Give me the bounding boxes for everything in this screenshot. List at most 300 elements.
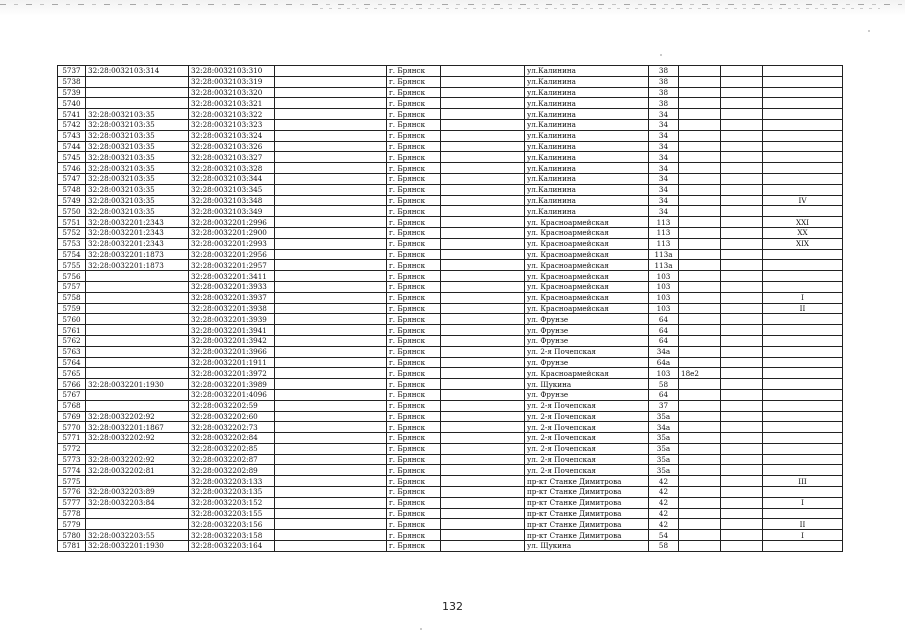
cell-house-number: 42 — [649, 487, 679, 498]
cell-cadastral-number: 32:28:0032201:3933 — [189, 281, 275, 292]
cell-section-roman: I — [763, 530, 843, 541]
cell-empty-col-2 — [441, 389, 525, 400]
cell-empty-col — [275, 141, 387, 152]
cell-cadastral-number: 32:28:0032103:324 — [189, 130, 275, 141]
cell-building-number — [679, 206, 721, 217]
cell-empty-col-3 — [721, 389, 763, 400]
cell-empty-col — [275, 303, 387, 314]
cell-empty-col-2 — [441, 195, 525, 206]
cell-empty-col-2 — [441, 443, 525, 454]
cell-street: ул. Фрунзе — [525, 314, 649, 325]
table-row — [58, 357, 843, 368]
cell-cadastral-number: 32:28:0032201:1911 — [189, 357, 275, 368]
cell-city: г. Брянск — [387, 195, 441, 206]
cell-row-number: 5776 — [58, 487, 86, 498]
cell-empty-col-3 — [721, 368, 763, 379]
cell-street: ул.Калинина — [525, 152, 649, 163]
cell-street: ул. Фрунзе — [525, 325, 649, 336]
register-rows — [58, 66, 843, 552]
cell-row-number: 5743 — [58, 130, 86, 141]
cell-empty-col-3 — [721, 530, 763, 541]
cell-empty-col-3 — [721, 152, 763, 163]
cell-empty-col — [275, 541, 387, 552]
table-row — [58, 87, 843, 98]
cell-street: ул. 2-я Почепская — [525, 443, 649, 454]
cell-section-roman — [763, 184, 843, 195]
cell-cadastral-number: 32:28:0032203:135 — [189, 487, 275, 498]
cell-city: г. Брянск — [387, 281, 441, 292]
cell-row-number: 5738 — [58, 76, 86, 87]
cell-row-number: 5774 — [58, 465, 86, 476]
cell-section-roman — [763, 271, 843, 282]
table-row — [58, 346, 843, 357]
cell-empty-col-2 — [441, 335, 525, 346]
cell-city: г. Брянск — [387, 271, 441, 282]
table-row — [58, 152, 843, 163]
cell-city: г. Брянск — [387, 87, 441, 98]
cell-row-number: 5747 — [58, 173, 86, 184]
cell-street: пр-кт Станке Димитрова — [525, 508, 649, 519]
cell-parent-cadastral-number — [86, 389, 189, 400]
cell-row-number: 5780 — [58, 530, 86, 541]
cell-empty-col-3 — [721, 314, 763, 325]
cell-row-number: 5742 — [58, 119, 86, 130]
cell-section-roman — [763, 325, 843, 336]
cell-empty-col — [275, 173, 387, 184]
cell-building-number — [679, 249, 721, 260]
cell-empty-col-3 — [721, 184, 763, 195]
table-row — [58, 314, 843, 325]
cell-building-number — [679, 76, 721, 87]
cell-row-number: 5745 — [58, 152, 86, 163]
cell-building-number — [679, 227, 721, 238]
cell-house-number: 54 — [649, 530, 679, 541]
cell-parent-cadastral-number — [86, 87, 189, 98]
cell-street: ул. Фрунзе — [525, 335, 649, 346]
cell-empty-col-2 — [441, 184, 525, 195]
cell-city: г. Брянск — [387, 465, 441, 476]
table-row — [58, 368, 843, 379]
cell-empty-col-3 — [721, 206, 763, 217]
cell-empty-col-3 — [721, 141, 763, 152]
cell-empty-col-3 — [721, 497, 763, 508]
cell-section-roman — [763, 454, 843, 465]
cell-empty-col-2 — [441, 433, 525, 444]
cell-parent-cadastral-number: 32:28:0032202:92 — [86, 433, 189, 444]
cell-empty-col — [275, 87, 387, 98]
scan-speck — [868, 30, 870, 32]
cell-empty-col-3 — [721, 66, 763, 77]
cell-cadastral-number: 32:28:0032103:319 — [189, 76, 275, 87]
cell-empty-col — [275, 66, 387, 77]
cell-row-number: 5773 — [58, 454, 86, 465]
cell-cadastral-number: 32:28:0032103:310 — [189, 66, 275, 77]
table-row — [58, 184, 843, 195]
cell-row-number: 5740 — [58, 98, 86, 109]
cell-street: ул.Калинина — [525, 76, 649, 87]
cell-section-roman — [763, 400, 843, 411]
cell-city: г. Брянск — [387, 487, 441, 498]
cell-empty-col-3 — [721, 433, 763, 444]
cell-cadastral-number: 32:28:0032201:3989 — [189, 379, 275, 390]
cell-section-roman — [763, 163, 843, 174]
cell-building-number — [679, 346, 721, 357]
cell-house-number: 42 — [649, 497, 679, 508]
cell-house-number: 64 — [649, 314, 679, 325]
cell-empty-col — [275, 260, 387, 271]
cell-parent-cadastral-number — [86, 271, 189, 282]
cell-parent-cadastral-number: 32:28:0032201:2343 — [86, 238, 189, 249]
cell-empty-col — [275, 152, 387, 163]
cell-city: г. Брянск — [387, 119, 441, 130]
cell-empty-col-2 — [441, 130, 525, 141]
cell-parent-cadastral-number: 32:28:0032201:1867 — [86, 422, 189, 433]
cell-row-number: 5777 — [58, 497, 86, 508]
cell-empty-col-2 — [441, 379, 525, 390]
cell-parent-cadastral-number: 32:28:0032103:35 — [86, 173, 189, 184]
cell-empty-col-3 — [721, 487, 763, 498]
cell-house-number: 64 — [649, 335, 679, 346]
cell-empty-col-2 — [441, 260, 525, 271]
cell-empty-col-2 — [441, 411, 525, 422]
cell-empty-col-2 — [441, 206, 525, 217]
cell-cadastral-number: 32:28:0032203:133 — [189, 476, 275, 487]
cell-row-number: 5749 — [58, 195, 86, 206]
cell-parent-cadastral-number: 32:28:0032103:35 — [86, 163, 189, 174]
cell-section-roman — [763, 443, 843, 454]
cell-section-roman — [763, 260, 843, 271]
cell-city: г. Брянск — [387, 130, 441, 141]
cell-house-number: 42 — [649, 519, 679, 530]
table-row — [58, 400, 843, 411]
cell-row-number: 5757 — [58, 281, 86, 292]
cell-building-number — [679, 335, 721, 346]
cell-building-number — [679, 66, 721, 77]
cell-city: г. Брянск — [387, 141, 441, 152]
table-row — [58, 476, 843, 487]
cell-house-number: 35а — [649, 454, 679, 465]
cell-building-number — [679, 238, 721, 249]
cell-row-number: 5778 — [58, 508, 86, 519]
cell-city: г. Брянск — [387, 76, 441, 87]
cell-house-number: 103 — [649, 368, 679, 379]
cell-row-number: 5781 — [58, 541, 86, 552]
cell-section-roman — [763, 206, 843, 217]
cell-section-roman — [763, 433, 843, 444]
cell-empty-col-3 — [721, 271, 763, 282]
cell-row-number: 5761 — [58, 325, 86, 336]
table-row — [58, 422, 843, 433]
cell-street: ул. Красноармейская — [525, 227, 649, 238]
cell-city: г. Брянск — [387, 292, 441, 303]
cell-empty-col — [275, 109, 387, 120]
cell-house-number: 34 — [649, 173, 679, 184]
cell-empty-col-3 — [721, 335, 763, 346]
cell-street: ул. Красноармейская — [525, 281, 649, 292]
scan-speck — [660, 54, 662, 56]
cell-parent-cadastral-number — [86, 519, 189, 530]
cell-building-number — [679, 260, 721, 271]
cell-empty-col-3 — [721, 454, 763, 465]
cell-row-number: 5755 — [58, 260, 86, 271]
cell-empty-col-3 — [721, 260, 763, 271]
cell-building-number — [679, 325, 721, 336]
cell-street: ул. Красноармейская — [525, 368, 649, 379]
cell-section-roman: XXI — [763, 217, 843, 228]
cell-street: пр-кт Станке Димитрова — [525, 519, 649, 530]
cell-parent-cadastral-number: 32:28:0032103:35 — [86, 130, 189, 141]
cell-city: г. Брянск — [387, 357, 441, 368]
cell-house-number: 113 — [649, 227, 679, 238]
cell-row-number: 5741 — [58, 109, 86, 120]
cell-city: г. Брянск — [387, 541, 441, 552]
cell-empty-col — [275, 325, 387, 336]
cell-city: г. Брянск — [387, 303, 441, 314]
cell-row-number: 5772 — [58, 443, 86, 454]
cell-row-number: 5756 — [58, 271, 86, 282]
cell-city: г. Брянск — [387, 530, 441, 541]
cell-city: г. Брянск — [387, 443, 441, 454]
cell-house-number: 113а — [649, 249, 679, 260]
cell-city: г. Брянск — [387, 454, 441, 465]
cell-empty-col-3 — [721, 443, 763, 454]
cell-cadastral-number: 32:28:0032201:2957 — [189, 260, 275, 271]
cell-empty-col-3 — [721, 422, 763, 433]
cell-street: ул.Калинина — [525, 173, 649, 184]
table-row — [58, 465, 843, 476]
cell-parent-cadastral-number — [86, 357, 189, 368]
cell-empty-col-2 — [441, 163, 525, 174]
cell-empty-col-3 — [721, 508, 763, 519]
cell-cadastral-number: 32:28:0032202:89 — [189, 465, 275, 476]
cell-parent-cadastral-number: 32:28:0032202:92 — [86, 454, 189, 465]
cell-city: г. Брянск — [387, 508, 441, 519]
cell-section-roman — [763, 76, 843, 87]
cell-row-number: 5768 — [58, 400, 86, 411]
cell-house-number: 34 — [649, 119, 679, 130]
cell-street: ул.Калинина — [525, 66, 649, 77]
cell-empty-col-3 — [721, 411, 763, 422]
cell-cadastral-number: 32:28:0032201:3972 — [189, 368, 275, 379]
cell-parent-cadastral-number: 32:28:0032103:35 — [86, 141, 189, 152]
cell-empty-col-2 — [441, 173, 525, 184]
cell-parent-cadastral-number: 32:28:0032201:2343 — [86, 227, 189, 238]
cell-empty-col-3 — [721, 281, 763, 292]
cell-empty-col — [275, 195, 387, 206]
cell-cadastral-number: 32:28:0032203:158 — [189, 530, 275, 541]
cell-empty-col-2 — [441, 76, 525, 87]
cell-street: пр-кт Станке Димитрова — [525, 487, 649, 498]
cell-street: ул. 2-я Почепская — [525, 465, 649, 476]
cell-building-number — [679, 109, 721, 120]
cell-row-number: 5767 — [58, 389, 86, 400]
cell-empty-col-3 — [721, 195, 763, 206]
cell-street: ул.Калинина — [525, 206, 649, 217]
cell-row-number: 5754 — [58, 249, 86, 260]
cell-building-number — [679, 519, 721, 530]
cell-section-roman — [763, 66, 843, 77]
cell-row-number: 5739 — [58, 87, 86, 98]
cell-empty-col-3 — [721, 109, 763, 120]
cell-city: г. Брянск — [387, 400, 441, 411]
table-row — [58, 130, 843, 141]
cell-empty-col — [275, 346, 387, 357]
cell-empty-col-2 — [441, 465, 525, 476]
cell-section-roman — [763, 368, 843, 379]
cell-city: г. Брянск — [387, 217, 441, 228]
cell-empty-col-3 — [721, 227, 763, 238]
cell-building-number — [679, 314, 721, 325]
cell-section-roman — [763, 411, 843, 422]
cell-empty-col-3 — [721, 400, 763, 411]
cell-empty-col — [275, 271, 387, 282]
table-row — [58, 335, 843, 346]
cell-cadastral-number: 32:28:0032103:320 — [189, 87, 275, 98]
cell-parent-cadastral-number: 32:28:0032202:81 — [86, 465, 189, 476]
cell-section-roman — [763, 541, 843, 552]
cell-empty-col — [275, 433, 387, 444]
cell-building-number — [679, 443, 721, 454]
cell-parent-cadastral-number — [86, 346, 189, 357]
cell-empty-col-2 — [441, 508, 525, 519]
cell-house-number: 34 — [649, 163, 679, 174]
cell-house-number: 35а — [649, 411, 679, 422]
table-row — [58, 98, 843, 109]
cell-empty-col-3 — [721, 130, 763, 141]
cell-empty-col-2 — [441, 227, 525, 238]
cell-section-roman — [763, 281, 843, 292]
table-row — [58, 508, 843, 519]
cell-cadastral-number: 32:28:0032203:156 — [189, 519, 275, 530]
cell-cadastral-number: 32:28:0032201:3939 — [189, 314, 275, 325]
cell-house-number: 37 — [649, 400, 679, 411]
cell-row-number: 5752 — [58, 227, 86, 238]
cell-city: г. Брянск — [387, 422, 441, 433]
cell-empty-col-3 — [721, 325, 763, 336]
cell-house-number: 38 — [649, 87, 679, 98]
cell-building-number — [679, 119, 721, 130]
cell-city: г. Брянск — [387, 184, 441, 195]
cell-empty-col-2 — [441, 476, 525, 487]
cell-row-number: 5758 — [58, 292, 86, 303]
cell-parent-cadastral-number — [86, 98, 189, 109]
cell-section-roman: III — [763, 476, 843, 487]
cell-house-number: 35а — [649, 465, 679, 476]
cell-building-number — [679, 530, 721, 541]
cell-row-number: 5753 — [58, 238, 86, 249]
cell-section-roman — [763, 314, 843, 325]
cell-cadastral-number: 32:28:0032103:345 — [189, 184, 275, 195]
cell-empty-col — [275, 249, 387, 260]
cell-house-number: 34 — [649, 130, 679, 141]
cell-building-number — [679, 508, 721, 519]
cell-section-roman — [763, 335, 843, 346]
cell-empty-col-2 — [441, 400, 525, 411]
cell-empty-col-3 — [721, 163, 763, 174]
table-row — [58, 271, 843, 282]
cell-row-number: 5765 — [58, 368, 86, 379]
cell-house-number: 64 — [649, 325, 679, 336]
cell-building-number — [679, 173, 721, 184]
cell-city: г. Брянск — [387, 227, 441, 238]
cell-empty-col-2 — [441, 541, 525, 552]
cell-section-roman — [763, 130, 843, 141]
cell-empty-col-3 — [721, 541, 763, 552]
table-row — [58, 249, 843, 260]
cell-empty-col-2 — [441, 238, 525, 249]
cell-city: г. Брянск — [387, 163, 441, 174]
cell-house-number: 34 — [649, 184, 679, 195]
cell-street: ул.Калинина — [525, 119, 649, 130]
cell-empty-col-3 — [721, 346, 763, 357]
cell-parent-cadastral-number — [86, 292, 189, 303]
table-row — [58, 281, 843, 292]
cell-building-number — [679, 303, 721, 314]
cell-cadastral-number: 32:28:0032202:84 — [189, 433, 275, 444]
cell-cadastral-number: 32:28:0032201:3966 — [189, 346, 275, 357]
cell-parent-cadastral-number: 32:28:0032203:89 — [86, 487, 189, 498]
cell-row-number: 5769 — [58, 411, 86, 422]
cell-house-number: 103 — [649, 281, 679, 292]
cell-parent-cadastral-number — [86, 76, 189, 87]
cell-parent-cadastral-number: 32:28:0032201:1873 — [86, 260, 189, 271]
cell-house-number: 38 — [649, 76, 679, 87]
table-row — [58, 325, 843, 336]
cell-house-number: 103 — [649, 292, 679, 303]
cell-building-number — [679, 184, 721, 195]
scan-noise-line — [320, 8, 880, 9]
cell-building-number — [679, 487, 721, 498]
cell-empty-col — [275, 476, 387, 487]
cell-empty-col — [275, 465, 387, 476]
cell-empty-col-2 — [441, 281, 525, 292]
cell-parent-cadastral-number: 32:28:0032201:2343 — [86, 217, 189, 228]
table-row — [58, 66, 843, 77]
cell-city: г. Брянск — [387, 379, 441, 390]
cell-cadastral-number: 32:28:0032202:59 — [189, 400, 275, 411]
cell-empty-col — [275, 217, 387, 228]
cell-city: г. Брянск — [387, 325, 441, 336]
cell-row-number: 5763 — [58, 346, 86, 357]
cell-cadastral-number: 32:28:0032103:326 — [189, 141, 275, 152]
cell-cadastral-number: 32:28:0032103:322 — [189, 109, 275, 120]
cell-building-number — [679, 163, 721, 174]
cell-empty-col-3 — [721, 87, 763, 98]
cell-row-number: 5771 — [58, 433, 86, 444]
cell-section-roman — [763, 87, 843, 98]
cell-city: г. Брянск — [387, 433, 441, 444]
cell-empty-col-3 — [721, 173, 763, 184]
cell-cadastral-number: 32:28:0032201:3941 — [189, 325, 275, 336]
table-row — [58, 76, 843, 87]
cell-parent-cadastral-number: 32:28:0032103:35 — [86, 195, 189, 206]
cell-empty-col — [275, 443, 387, 454]
cell-house-number: 113 — [649, 238, 679, 249]
cell-empty-col-2 — [441, 497, 525, 508]
table-row — [58, 195, 843, 206]
cell-cadastral-number: 32:28:0032103:321 — [189, 98, 275, 109]
cell-section-roman — [763, 508, 843, 519]
cell-empty-col-3 — [721, 292, 763, 303]
cell-empty-col-2 — [441, 249, 525, 260]
cell-row-number: 5751 — [58, 217, 86, 228]
cell-cadastral-number: 32:28:0032201:2956 — [189, 249, 275, 260]
cell-parent-cadastral-number — [86, 443, 189, 454]
cell-empty-col — [275, 519, 387, 530]
table-row — [58, 260, 843, 271]
cell-empty-col — [275, 238, 387, 249]
cell-row-number: 5762 — [58, 335, 86, 346]
